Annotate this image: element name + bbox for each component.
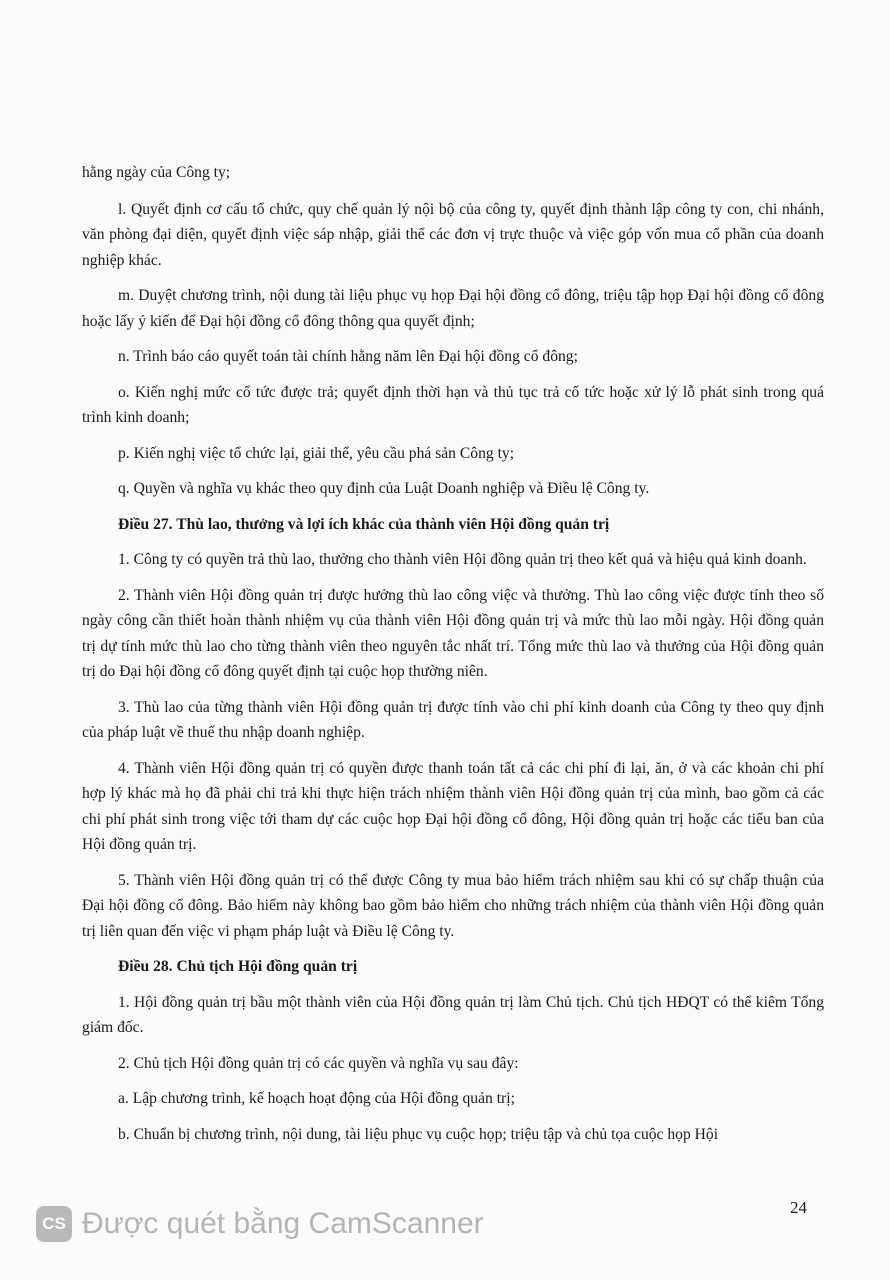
paragraph: 1. Công ty có quyền trả thù lao, thưởng cho thành viên Hội đồng quản trị theo kết quả và hiệu quả kinh doanh. — [118, 551, 807, 568]
camscanner-logo-icon: CS — [36, 1206, 72, 1242]
paragraph: o. Kiến nghị mức cổ tức được trả; quyết định thời hạn và thủ tục trả cổ tức hoặc xử lý lỗ phát sinh trong quá trình kinh doanh; — [82, 383, 824, 426]
paragraph: 5. Thành viên Hội đồng quản trị có thể được Công ty mua bảo hiểm trách nhiệm sau khi có sự chấp thuận của Đại hội đồng cổ đông. Bảo hiểm này không bao gồm bảo hiểm cho những trách nhiệm của thành viên Hội đồng quản trị liên quan đến việc vi phạm pháp luật và Điều lệ Công ty. — [82, 871, 824, 940]
paragraph: hằng ngày của Công ty; — [82, 164, 231, 181]
paragraph: n. Trình báo cáo quyết toán tài chính hằng năm lên Đại hội đồng cổ đông; — [118, 348, 578, 365]
camscanner-watermark — [36, 1206, 484, 1242]
document-body — [82, 160, 824, 1157]
article-heading: Điều 27. Thù lao, thưởng và lợi ích khác của thành viên Hội đồng quản trị — [118, 515, 610, 533]
page-number: 24 — [790, 1198, 807, 1217]
watermark-text: Được quét bằng CamScanner — [82, 1207, 484, 1240]
paragraph: 3. Thù lao của từng thành viên Hội đồng quản trị được tính vào chi phí kinh doanh của Công ty theo quy định của pháp luật về thuế thu nhập doanh nghiệp. — [82, 698, 824, 741]
paragraph: 2. Thành viên Hội đồng quản trị được hưởng thù lao công việc và thưởng. Thù lao công việc được tính theo số ngày công cần thiết hoàn thành nhiệm vụ của thành viên Hội đồng quản trị và mức thù lao mỗi ngày. Hội đồng quản trị dự tính mức thù lao cho từng thành viên theo nguyên tắc nhất trí. Tổng mức thù lao và thưởng của Hội đồng quản trị do Đại hội đồng cổ đông quyết định tại cuộc họp thường niên. — [82, 586, 824, 680]
paragraph: q. Quyền và nghĩa vụ khác theo quy định của Luật Doanh nghiệp và Điều lệ Công ty. — [118, 480, 650, 497]
paragraph: a. Lập chương trình, kế hoạch hoạt động của Hội đồng quản trị; — [118, 1090, 515, 1107]
paragraph: 2. Chủ tịch Hội đồng quản trị có các quyền và nghĩa vụ sau đây: — [118, 1054, 519, 1072]
paragraph: 4. Thành viên Hội đồng quản trị có quyền được thanh toán tất cả các chi phí đi lại, ăn, ở và các khoản chi phí hợp lý khác mà họ đã phải chi trả khi thực hiện trách nhiệm thành viên Hội đồng quản trị của mình, bao gồm cả các chi phí phát sinh trong việc tới tham dự các cuộc họp Đại hội đồng cổ đông, Hội đồng quản trị hoặc các tiểu ban của Hội đồng quản trị. — [82, 759, 824, 853]
paragraph: b. Chuẩn bị chương trình, nội dung, tài liệu phục vụ cuộc họp; triệu tập và chủ tọa cuộc họp Hội — [118, 1125, 719, 1143]
paragraph: 1. Hội đồng quản trị bầu một thành viên của Hội đồng quản trị làm Chủ tịch. Chủ tịch HĐQT có thể kiêm Tổng giám đốc. — [82, 993, 824, 1036]
paragraph: p. Kiến nghị việc tổ chức lại, giải thể, yêu cầu phá sản Công ty; — [118, 444, 515, 462]
paragraph: m. Duyệt chương trình, nội dung tài liệu phục vụ họp Đại hội đồng cổ đông, triệu tập họp Đại hội đồng cổ đông hoặc lấy ý kiến để Đại hội đồng cổ đông thông qua quyết định; — [82, 287, 824, 330]
paragraph: l. Quyết định cơ cấu tổ chức, quy chế quản lý nội bộ của công ty, quyết định thành lập công ty con, chi nhánh, văn phòng đại diện, quyết định việc sáp nhập, giải thể các đơn vị trực thuộc và việc góp vốn mua cổ phần của doanh nghiệp khác. — [82, 200, 824, 269]
article-heading: Điều 28. Chủ tịch Hội đồng quản trị — [118, 958, 358, 975]
